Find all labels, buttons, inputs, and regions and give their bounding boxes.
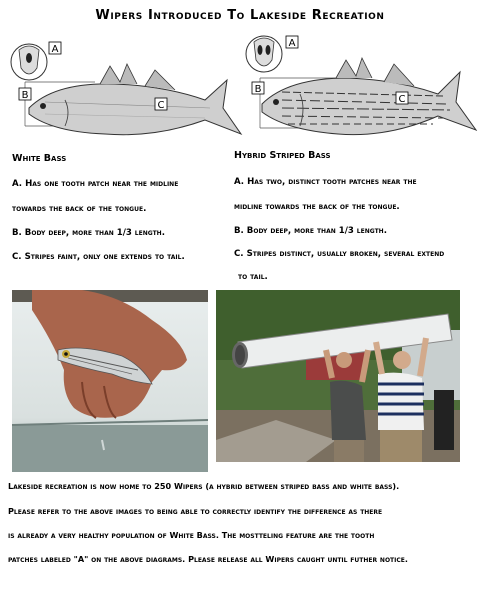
notice-line-4: patches labeled "A" on the above diagrams. Please release all Wipers caught until futher notice.: [8, 554, 408, 564]
hybrid-bass-trait-c: C. Stripes distinct, usually broken, several extend: [234, 249, 445, 259]
white-bass-diagram: [5, 34, 245, 154]
label-b-right: B: [254, 84, 262, 95]
hybrid-bass-trait-a-cont: midline towards the back of the tongue.: [234, 202, 400, 212]
label-b-left: B: [21, 90, 29, 101]
label-c-right: C: [398, 94, 406, 105]
hybrid-bass-trait-b: B. Body deep, more than 1/3 length.: [234, 226, 387, 236]
page-title: Wipers Introduced To Lakeside Recreation: [95, 8, 385, 23]
white-bass-tongue-icon: [11, 44, 47, 80]
notice-line-3: is already a very healthy population of White Bass. The mostteling feature are the tooth: [8, 530, 375, 540]
hybrid-bass-diagram: [238, 34, 478, 154]
hybrid-bass-trait-c-cont: to tail.: [238, 272, 268, 282]
notice-line-2: Please refer to the above images to being able to correctly identify the difference as there: [8, 506, 383, 516]
label-c-left: C: [157, 100, 165, 111]
hand-holding-wiper-photo: [12, 290, 208, 472]
hybrid-bass-tongue-icon: [246, 36, 282, 72]
white-bass-trait-b: B. Body deep, more than 1/3 length.: [12, 228, 165, 238]
hybrid-bass-heading: Hybrid Striped Bass: [234, 150, 331, 161]
notice-line-1: Lakeside recreation is now home to 250 Wipers (a hybrid between striped bass and white bass).: [8, 481, 400, 491]
label-a-left: A: [51, 44, 59, 55]
white-bass-trait-c: C. Stripes faint, only one extends to tail.: [12, 252, 185, 262]
white-bass-heading: White Bass: [12, 153, 67, 164]
white-bass-trait-a: A. Has one tooth patch near the midline: [12, 179, 179, 189]
hybrid-bass-fish: [262, 58, 476, 135]
men-carrying-pipe-photo: [216, 290, 460, 462]
hybrid-bass-trait-a: A. Has two, distinct tooth patches near the: [234, 177, 417, 187]
white-bass-fish: [29, 64, 241, 135]
white-bass-trait-a-cont: towards the back of the tongue.: [12, 204, 147, 214]
label-a-right: A: [288, 38, 296, 49]
